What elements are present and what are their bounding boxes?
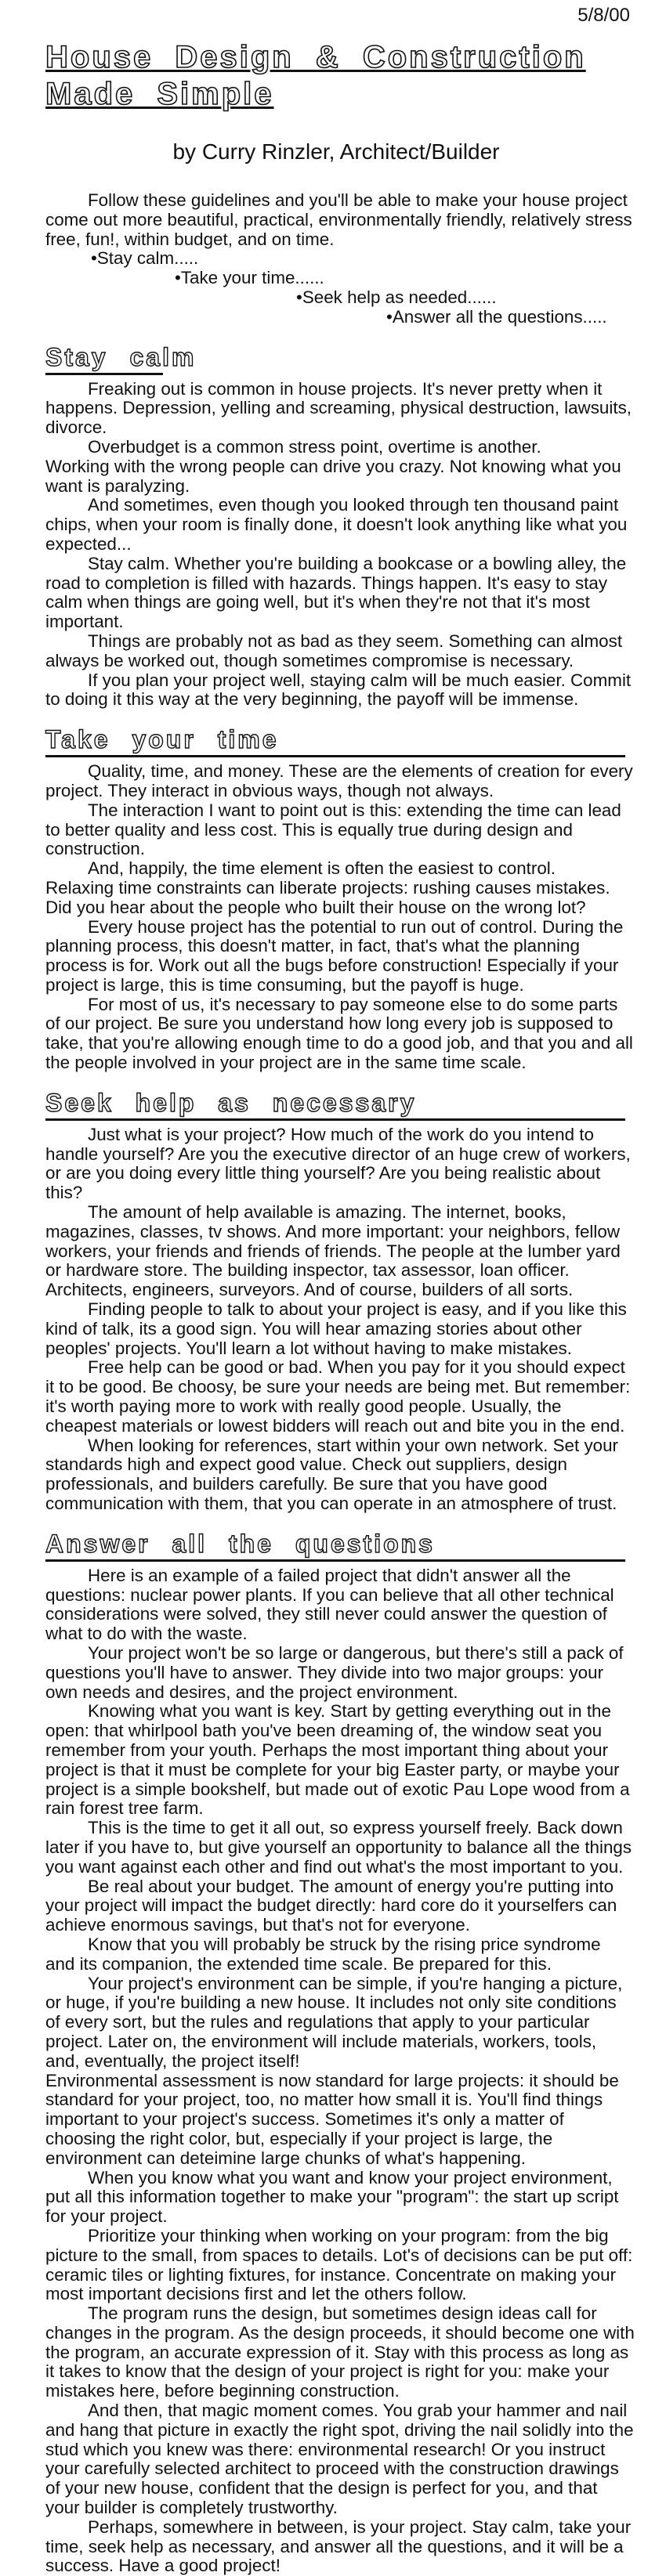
section-heading: Seek help as necessary	[45, 1088, 417, 1117]
paragraph: Just what is your project? How much of the work do you intend to handle yourself? Are you the executive director of an huge crew of workers, or are you doing every little thing yourself? Are you being realistic about this?	[45, 1124, 631, 1203]
heading-underline	[45, 755, 625, 757]
paragraph: And, happily, the time element is often the easiest to control.	[88, 858, 556, 879]
paragraph: Free help can be good or bad. When you pay for it you should expect it to be good. Be choosy, be sure your needs are being met. But remember: it's worth paying more to work with really good people. Usually, the cheapest materials or lowest bidders will reach out and bite you in the end.	[45, 1357, 631, 1436]
author-byline: by Curry Rinzler, Architect/Builder	[172, 139, 500, 164]
paragraph: When looking for references, start within your own network. Set your standards high and expect good value. Check out suppliers, design professionals, and builders carefully. Be sure that you have good communication with them, that you can operate in an atmosphere of trust.	[45, 1435, 618, 1514]
paragraph: Working with the wrong people can drive you crazy. Not knowing what you want is paralyzing.	[45, 456, 621, 496]
section-heading: Take your time	[45, 725, 279, 754]
section-heading: Answer all the questions	[45, 1529, 435, 1558]
intro-list-item: •Answer all the questions.....	[386, 306, 607, 327]
paragraph: Quality, time, and money. These are the elements of creation for every project. They interact in obvious ways, though not always.	[45, 761, 633, 800]
paragraph: Perhaps, somewhere in between, is your project. Stay calm, take your time, seek help as necessary, and answer all the questions, and it will be a success. Have a good project!	[45, 2516, 632, 2576]
paragraph: Knowing what you want is key. Start by getting everything out in the open: that whirlpool bath you've been dreaming of, the window seat you remember from your youth. Perhaps the most important thing about your project is that it must be complete for your big Easter party, or maybe your project is a simple bookshelf, but made out of exotic Pau Lope wood from a rain forest tree farm.	[45, 1701, 630, 1819]
paragraph: Be real about your budget. The amount of energy you're putting into your project will impact the budget directly: hard core do it yourselfers can achieve enormous savings, but that's not for everyone.	[45, 1876, 617, 1935]
intro-list-item: •Seek help as needed......	[296, 287, 497, 307]
paragraph: For most of us, it's necessary to pay someone else to do some parts of our project. Be sure you understand how long every job is supposed to take, that you're allowing enough time to do a good job, and that you and all the people involved in your project are in the same time scale.	[45, 994, 633, 1073]
paragraph: When you know what you want and know your project environment, put all this information together to make your "program": the start up script for your project.	[45, 2167, 619, 2227]
section-take-your-time	[45, 725, 635, 1073]
section-heading: Stay calm	[45, 342, 197, 371]
paragraph: Every house project has the potential to run out of control. During the planning process, this doesn't matter, in fact, that's what the planning process is for. Work out all the bugs before construction! Especially if your project is large, this is time consuming, but the payoff is huge.	[45, 916, 624, 995]
intro-list-item: •Stay calm.....	[91, 248, 199, 269]
paragraph: Relaxing time constraints can liberate projects: rushing causes mistakes. Did you hear about the people who built their house on the wrong lot?	[45, 877, 610, 917]
paragraph: Your project won't be so large or dangerous, but there's still a pack of questions you'll have to answer. They divide into two major groups: your own needs and desires, and the project environment.	[45, 1643, 624, 1702]
intro-list-item: •Take your time......	[175, 268, 324, 288]
paragraph: Things are probably not as bad as they seem. Something can almost always be worked out, though sometimes compromise is necessary.	[45, 630, 623, 670]
section-stay-calm	[45, 343, 635, 710]
section-answer-questions	[45, 1530, 635, 2576]
paragraph: Environmental assessment is now standard for large projects: it should be standard for your project, too, no matter how small it is. You'll find things important to your project's success. Sometimes it's only a matter of choosing the right color, but, especially if your project is large, the environment can deteimine large chunks of what's happening.	[45, 2070, 619, 2168]
paragraph: This is the time to get it all out, so express yourself freely. Back down later if you have to, but give yourself an opportunity to balance all the things you want against each other and find out what's the most important to you.	[45, 1818, 632, 1877]
paragraph: The amount of help available is amazing. The internet, books, magazines, classes, tv shows. And more important: your neighbors, fellow workers, your friends and friends of friends. The people at the lumber yard or hardware store. The building inspector, tax assessor, loan officer. Architects, engineers, surveyors. And of course, builders of all sorts.	[45, 1202, 621, 1300]
heading-underline	[45, 1559, 625, 1562]
heading-underline	[45, 373, 163, 375]
paragraph: Overbudget is a common stress point, overtime is another.	[88, 436, 541, 457]
paragraph: Finding people to talk to about your project is easy, and if you like this kind of talk, its a good sign. You will hear amazing stories about other peoples' projects. You'll learn a lot without having to make mistakes.	[45, 1299, 627, 1358]
paragraph: Your project's environment can be simple, if you're hanging a picture, or huge, if you're building a new house. It includes not only site conditions of every sort, but the rules and regulations that apply to your particular project. Later on, the environment will include materials, workers, tools, and, eventually, the project itself!	[45, 1973, 623, 2071]
section-seek-help	[45, 1089, 635, 1514]
heading-underline	[45, 1118, 625, 1121]
intro-paragraph: Follow these guidelines and you'll be able to make your house project come out more beautiful, practical, environmentally friendly, relatively stress free, fun!, within budget, and on time.	[45, 190, 632, 249]
paragraph: Freaking out is common in house projects. It's never pretty when it happens. Depression, yelling and screaming, physical destruction, lawsuits, divorce.	[45, 378, 632, 438]
title-line-2: Made Simple	[45, 77, 274, 111]
paragraph: Stay calm. Whether you're building a bookcase or a bowling alley, the road to completion is filled with hazards. Things happen. It's easy to stay calm when things are going well, but it's when they're not that it's most important.	[45, 553, 627, 632]
paragraph: And then, that magic moment comes. You grab your hammer and nail and hang that picture in exactly the right spot, driving the nail solidly into the stud which you knew was there: environmental research! Or you instruct your carefully selected architect to proceed with the construction drawings of your new house, confident that the design is perfect for you, and that your builder is completely trustworthy.	[45, 2401, 634, 2518]
paragraph: Prioritize your thinking when working on your program: from the big picture to the small, from spaces to details. Lot's of decisions can be put off: ceramic tiles or lighting fixtures, for instance. Concentrate on making your most important decisions first and let the others follow.	[45, 2225, 633, 2304]
paragraph: If you plan your project well, staying calm will be much easier. Commit to doing it this way at the very beginning, the payoff will be immense.	[45, 670, 632, 710]
paragraph: And sometimes, even though you looked through ten thousand paint chips, when your room is finally done, it doesn't look anything like what you expected...	[45, 495, 628, 554]
document-date: 5/8/00	[577, 5, 630, 26]
document-title	[45, 0, 635, 113]
paragraph: Know that you will probably be struck by the rising price syndrome and its companion, the extended time scale. Be prepared for this.	[45, 1934, 601, 1974]
intro-section	[45, 191, 635, 327]
paragraph: Here is an example of a failed project that didn't answer all the questions: nuclear power plants. If you can believe that all other technical considerations were solved, they still never could answer the question of what to do with the waste.	[45, 1565, 614, 1644]
paragraph: The interaction I want to point out is this: extending the time can lead to better quality and less cost. This is equally true during design and construction.	[45, 800, 621, 859]
title-line-1: House Design & Construction	[45, 40, 586, 74]
paragraph: The program runs the design, but sometimes design ideas call for changes in the program. As the design proceeds, it should become one with the program, an accurate expression of it. Stay with this process as long as it takes to know that the design of your project is right for you: make your mistakes here, before beginning construction.	[45, 2303, 635, 2401]
